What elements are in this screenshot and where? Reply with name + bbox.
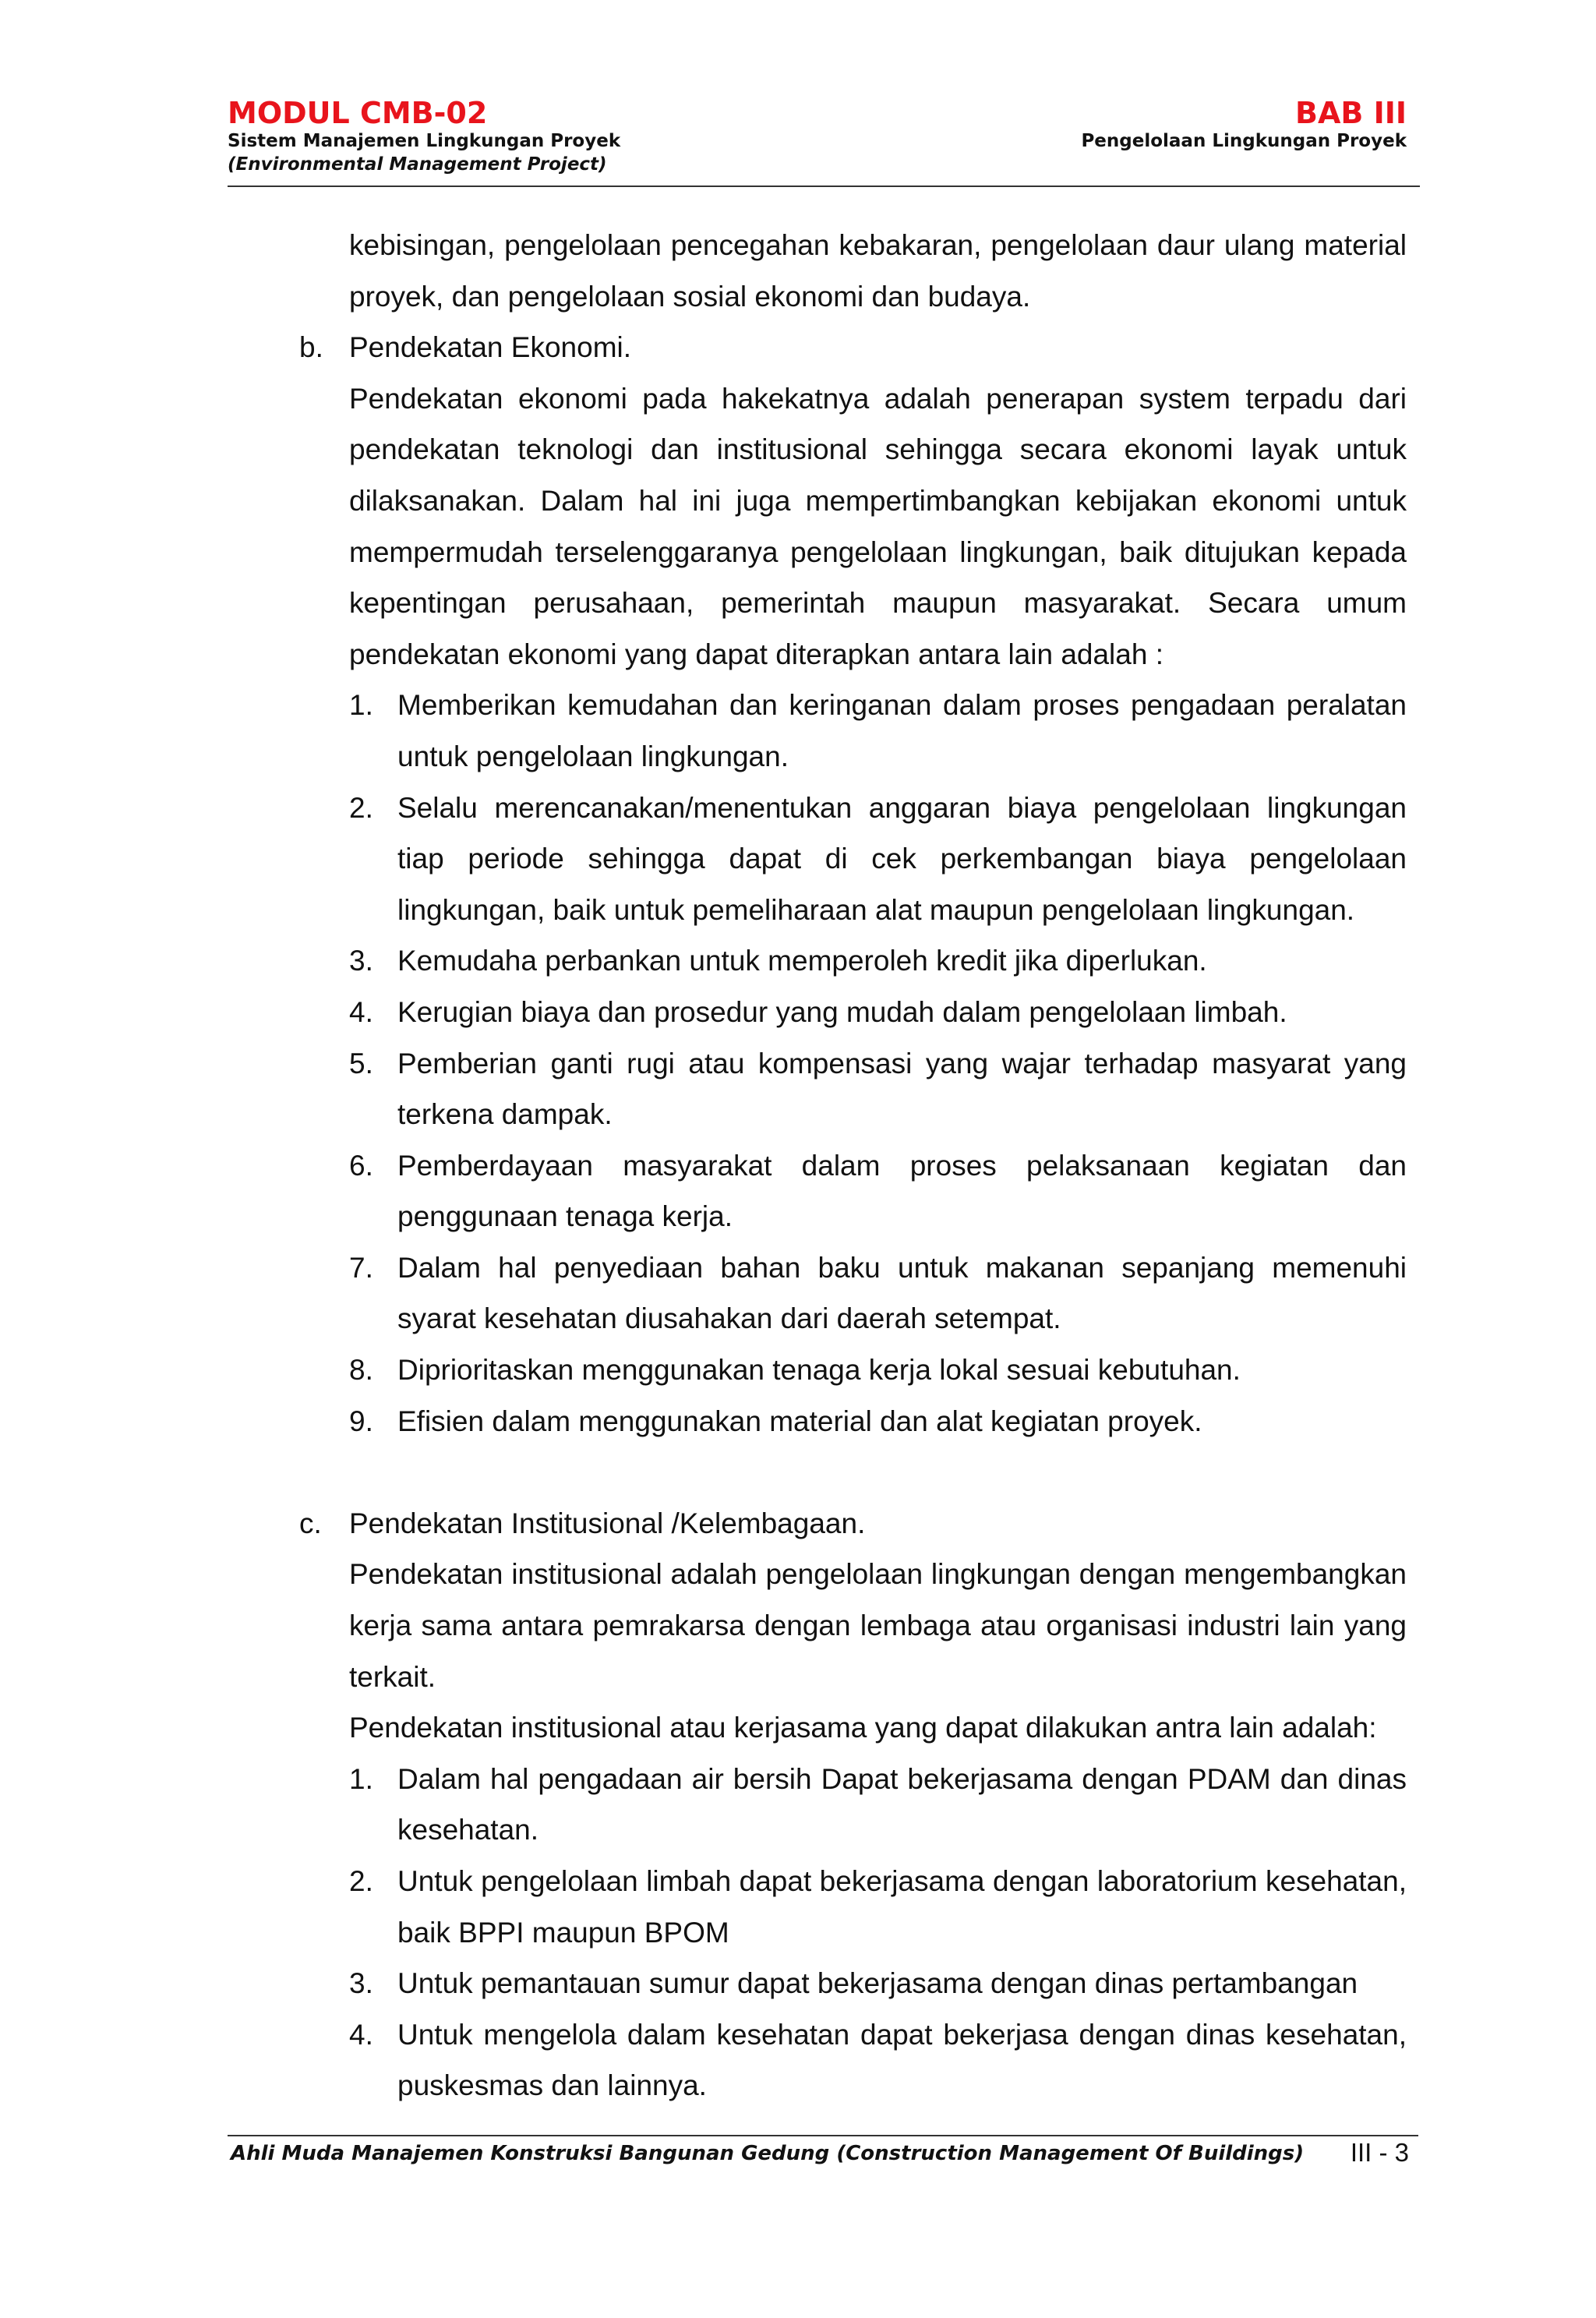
section-b-title: Pendekatan Ekonomi.: [349, 331, 632, 364]
list-number: 9.: [349, 1405, 373, 1437]
list-number: 8.: [349, 1354, 373, 1387]
list-item-text: Kerugian biaya dan prosedur yang mudah dalam pengelolaan limbah.: [397, 995, 1287, 1028]
list-item: [226, 2009, 1407, 2111]
section-b-marker: b.: [299, 331, 323, 364]
section-b-heading: [226, 322, 1407, 373]
list-item: [226, 1242, 1407, 1345]
list-number: 1.: [349, 689, 373, 722]
page-number: III - 3: [1350, 2138, 1409, 2167]
header-left: [228, 97, 620, 176]
list-item: [226, 1958, 1407, 2009]
module-title: MODUL CMB-02: [228, 96, 488, 130]
footer-title: Ahli Muda Manajemen Konstruksi Bangunan Gedung (Construction Management Of Buildings): [231, 2142, 1305, 2165]
module-subtitle-english: (Environmental Management Project): [228, 154, 607, 175]
list-item-text: Kemudaha perbankan untuk memperoleh kredit jika diperlukan.: [397, 945, 1207, 977]
list-item-text: Diprioritaskan menggunakan tenaga kerja lokal sesuai kebutuhan.: [397, 1354, 1241, 1387]
list-number: 1.: [349, 1762, 373, 1795]
list-number: 2.: [349, 1865, 373, 1897]
list-item: [226, 935, 1407, 987]
list-item-text: Memberikan kemudahan dan keringanan dalam proses pengadaan peralatan untuk pengelolaan lingkungan.: [397, 689, 1407, 772]
list-number: 7.: [349, 1251, 373, 1284]
section-c-paragraph-1: Pendekatan institusional adalah pengelolaan lingkungan dengan mengembangkan kerja sama antara pemrakarsa dengan lembaga atau organisasi industri lain yang terkait.: [349, 1558, 1407, 1693]
list-number: 2.: [349, 791, 373, 824]
list-item-text: Pemberdayaan masyarakat dalam proses pelaksanaan kegiatan dan penggunaan tenaga kerja.: [397, 1149, 1407, 1233]
list-item-text: Efisien dalam menggunakan material dan alat kegiatan proyek.: [397, 1405, 1202, 1437]
list-item: [226, 1754, 1407, 1856]
intro-paragraph: kebisingan, pengelolaan pencegahan kebakaran, pengelolaan daur ulang material proyek, dan pengelolaan sosial ekonomi dan budaya.: [349, 229, 1407, 313]
list-item: [226, 1345, 1407, 1396]
chapter-subtitle: Pengelolaan Lingkungan Proyek: [1081, 131, 1407, 151]
list-number: 3.: [349, 945, 373, 977]
section-c-heading: [226, 1498, 1407, 1549]
list-item: [226, 680, 1407, 782]
section-b-list: [226, 680, 1407, 1447]
list-number: 6.: [349, 1149, 373, 1182]
list-item: [226, 1038, 1407, 1140]
list-item-text: Untuk pengelolaan limbah dapat bekerjasama dengan laboratorium kesehatan, baik BPPI maupun BPOM: [397, 1865, 1407, 1949]
list-item-text: Dalam hal pengadaan air bersih Dapat bekerjasama dengan PDAM dan dinas kesehatan.: [397, 1762, 1407, 1846]
list-number: 4.: [349, 995, 373, 1028]
list-item: [226, 1856, 1407, 1958]
list-number: 5.: [349, 1047, 373, 1079]
list-item: [226, 987, 1407, 1038]
list-number: 4.: [349, 2018, 373, 2051]
list-item: [226, 1140, 1407, 1242]
section-c-marker: c.: [299, 1507, 322, 1539]
section-spacer: [226, 1447, 1407, 1498]
section-c-list: [226, 1754, 1407, 2111]
list-item: [226, 1396, 1407, 1447]
list-item-text: Pemberian ganti rugi atau kompensasi yang wajar terhadap masyarat yang terkena dampak.: [397, 1047, 1407, 1131]
list-number: 3.: [349, 1967, 373, 2000]
module-subtitle: Sistem Manajemen Lingkungan Proyek: [228, 131, 621, 151]
section-c-paragraph-2: Pendekatan institusional atau kerjasama yang dapat dilakukan antra lain adalah:: [349, 1712, 1377, 1744]
section-c-title: Pendekatan Institusional /Kelembagaan.: [349, 1507, 866, 1539]
header-right: [1081, 97, 1407, 153]
page-body: [226, 220, 1407, 2111]
list-item-text: Dalam hal penyediaan bahan baku untuk makanan sepanjang memenuhi syarat kesehatan diusahakan dari daerah setempat.: [397, 1251, 1407, 1335]
list-item-text: Untuk pemantauan sumur dapat bekerjasama dengan dinas pertambangan: [397, 1967, 1358, 2000]
footer-divider: [228, 2135, 1418, 2136]
section-b-paragraph: Pendekatan ekonomi pada hakekatnya adalah penerapan system terpadu dari pendekatan teknologi dan institusional sehingga secara ekonomi layak untuk dilaksanakan. Dalam hal ini juga mempertimbangkan kebijakan ekonomi untuk mempermudah terselenggaranya pengelolaan lingkungan, baik ditujukan kepada kepentingan perusahaan, pemerintah maupun masyarakat. Secara umum pendekatan ekonomi yang dapat diterapkan antara lain adalah :: [349, 382, 1407, 670]
chapter-title: BAB III: [1295, 96, 1407, 130]
list-item: [226, 783, 1407, 936]
list-item-text: Selalu merencanakan/menentukan anggaran biaya pengelolaan lingkungan tiap periode sehingga dapat di cek perkembangan biaya pengelolaan lingkungan, baik untuk pemeliharaan alat maupun pengelolaan lingkungan.: [397, 791, 1407, 926]
list-item-text: Untuk mengelola dalam kesehatan dapat bekerjasa dengan dinas kesehatan, puskesmas dan lainnya.: [397, 2018, 1407, 2102]
header-divider: [228, 186, 1420, 187]
